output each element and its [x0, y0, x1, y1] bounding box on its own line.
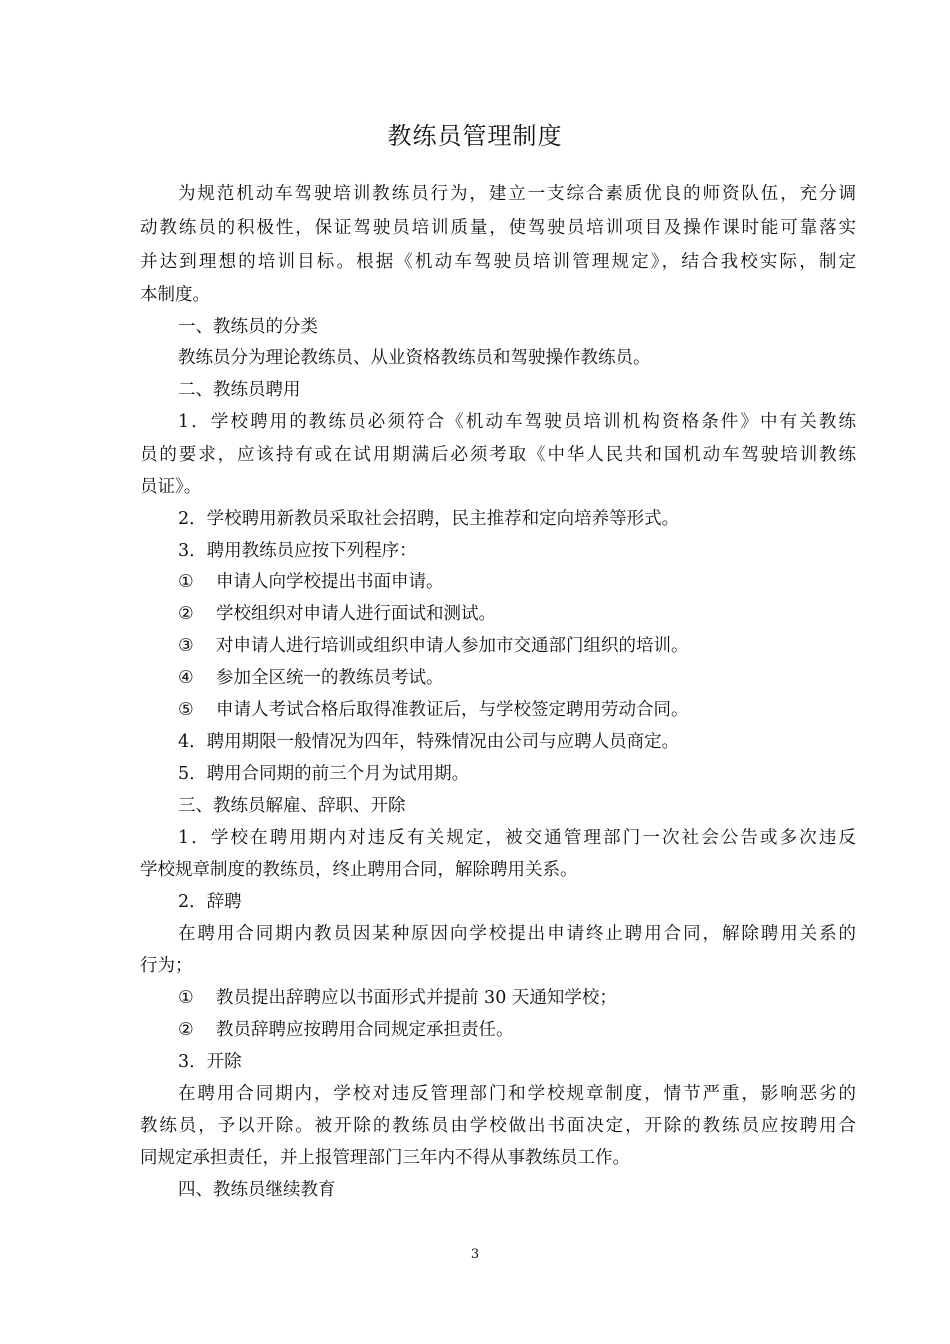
paragraph-line: 在聘用合同期内教员因某种原因向学校提出申请终止聘用合同，解除聘用关系的: [178, 924, 856, 944]
paragraph-line: 员的要求，应该持有或在试用期满后必须考取《中华人民共和国机动车驾驶培训教练: [140, 445, 856, 465]
step-marker: ②: [178, 1020, 194, 1040]
paragraph-line: 4．聘用期限一般情况为四年，特殊情况由公司与应聘人员商定。: [178, 732, 680, 752]
section-heading: 四、教练员继续教育: [178, 1180, 336, 1200]
paragraph-line: 行为；: [140, 956, 193, 976]
paragraph-line: 同规定承担责任，并上报管理部门三年内不得从事教练员工作。: [140, 1148, 630, 1168]
paragraph-line: 在聘用合同期内，学校对违反管理部门和学校规章制度，情节严重，影响恶劣的: [178, 1084, 856, 1104]
paragraph-line: 3．聘用教练员应按下列程序：: [178, 541, 417, 561]
section-heading: 二、教练员聘用: [178, 380, 301, 400]
step-text: 对申请人进行培训或组织申请人参加市交通部门组织的培训。: [216, 636, 689, 656]
intro-line: 为规范机动车驾驶培训教练员行为，建立一支综合素质优良的师资队伍，充分调: [178, 184, 856, 204]
subsection-heading: 2．辞聘: [178, 892, 242, 912]
step-marker: ⑤: [178, 700, 194, 720]
step-marker: ①: [178, 572, 194, 592]
paragraph-line: 教练员分为理论教练员、从业资格教练员和驾驶操作教练员。: [178, 348, 651, 368]
step-marker: ①: [178, 988, 194, 1008]
step-marker: ②: [178, 604, 194, 624]
paragraph-line: 学校规章制度的教练员，终止聘用合同，解除聘用关系。: [140, 860, 578, 880]
intro-line: 本制度。: [140, 285, 210, 305]
step-text: 参加全区统一的教练员考试。: [216, 668, 444, 688]
paragraph-line: 5．聘用合同期的前三个月为试用期。: [178, 764, 470, 784]
subsection-heading: 3．开除: [178, 1052, 242, 1072]
step-text: 教员提出辞聘应以书面形式并提前 30 天通知学校；: [216, 988, 617, 1008]
page-number: 3: [470, 1247, 480, 1262]
document-title: 教练员管理制度: [387, 122, 563, 150]
step-text: 申请人考试合格后取得准教证后，与学校签定聘用劳动合同。: [216, 700, 689, 720]
paragraph-line: 2．学校聘用新教员采取社会招聘，民主推荐和定向培养等形式。: [178, 509, 680, 529]
step-text: 学校组织对申请人进行面试和测试。: [216, 604, 496, 624]
paragraph-line: 1．学校聘用的教练员必须符合《机动车驾驶员培训机构资格条件》中有关教练: [178, 412, 856, 432]
step-text: 教员辞聘应按聘用合同规定承担责任。: [216, 1020, 514, 1040]
paragraph-line: 1．学校在聘用期内对违反有关规定，被交通管理部门一次社会公告或多次违反: [178, 828, 856, 848]
step-text: 申请人向学校提出书面申请。: [216, 572, 444, 592]
section-heading: 三、教练员解雇、辞职、开除: [178, 796, 406, 816]
intro-line: 并达到理想的培训目标。根据《机动车驾驶员培训管理规定》，结合我校实际，制定: [140, 252, 856, 272]
paragraph-line: 员证》。: [140, 477, 202, 497]
step-marker: ③: [178, 636, 194, 656]
section-heading: 一、教练员的分类: [178, 317, 318, 337]
paragraph-line: 教练员，予以开除。被开除的教练员由学校做出书面决定，开除的教练员应按聘用合: [140, 1116, 856, 1136]
step-marker: ④: [178, 668, 194, 688]
intro-line: 动教练员的积极性，保证驾驶员培训质量，使驾驶员培训项目及操作课时能可靠落实: [140, 218, 856, 238]
